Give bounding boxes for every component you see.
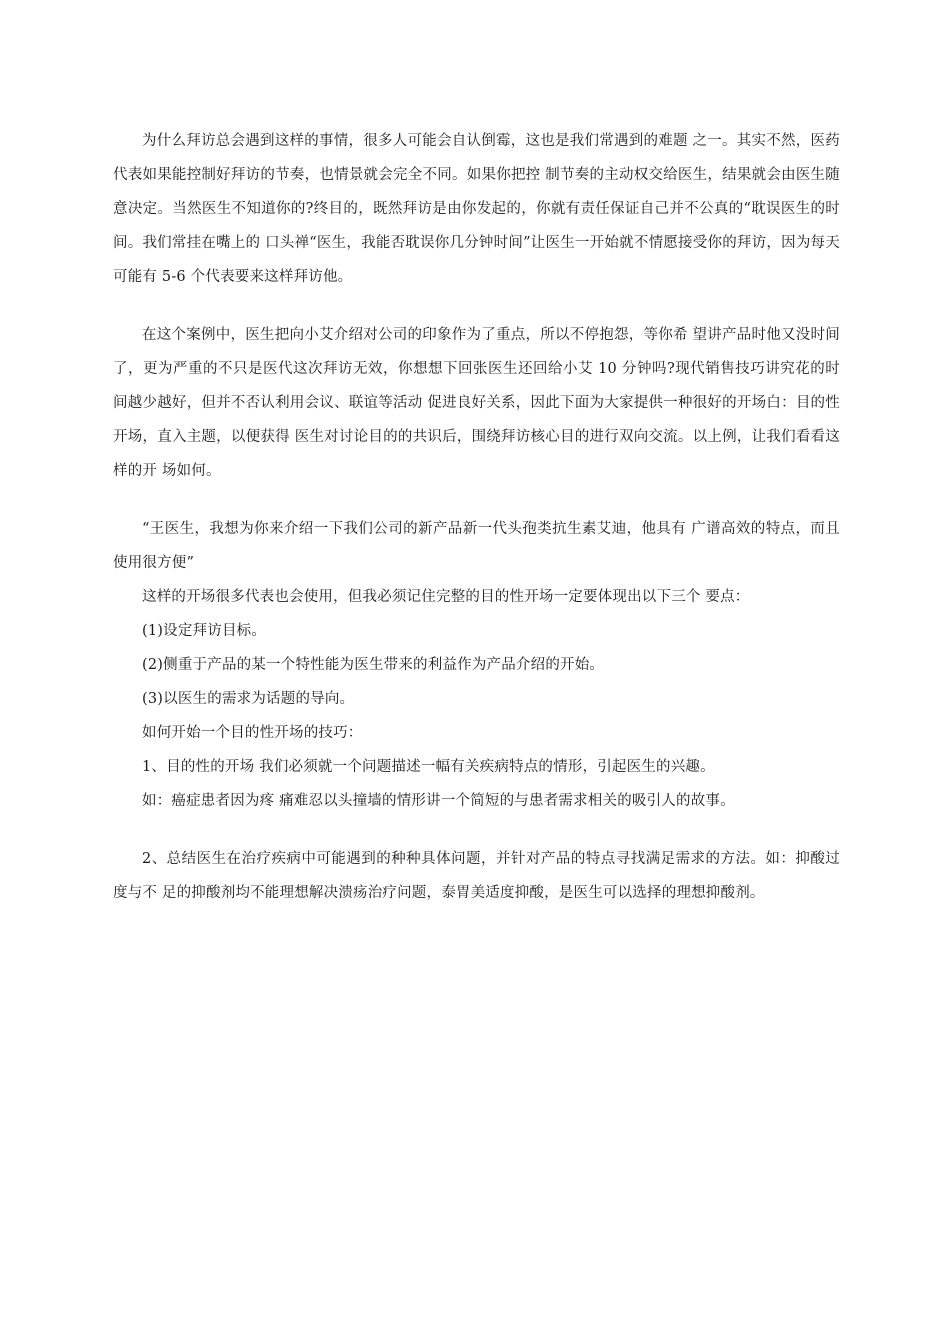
paragraph-example-1: 如：癌症患者因为疼 痛难忍以头撞墙的情形讲一个简短的与患者需求相关的吸引人的故事。	[142, 793, 735, 809]
paragraph-key-points-intro: 这样的开场很多代表也会使用，但我必须记住完整的目的性开场一定要体现出以下三个 要点：	[142, 589, 750, 605]
list-item-1: (1)设定拜访目标。	[142, 623, 267, 639]
paragraph-2: 在这个案例中，医生把向小艾介绍对公司的印象作为了重点，所以不停抱怨，等你希 望讲产品时他又没时间了，更为严重的不只是医代这次拜访无效，你想想下回张医生还回给小艾 10 分钟吗?现代销售技巧讲究花的时间越少越好，但并不否认利用会议、联谊等活动 促进良好关系，因此下面为大家提供一种很好的开场白：目的性开场，直入主题，以便获得 医生对讨论目的的共识后，围绕拜访核心目的进行双向交流。以上例，让我们看看这样的开 场如何。	[113, 327, 840, 479]
document-page	[113, 124, 840, 910]
paragraph-technique-1: 1、目的性的开场 我们必须就一个问题描述一幅有关疾病特点的情形，引起医生的兴趣。	[142, 759, 715, 775]
list-item-2: (2)侧重于产品的某一个特性能为医生带来的利益作为产品介绍的开始。	[142, 657, 605, 673]
list-item-3: (3)以医生的需求为话题的导向。	[142, 691, 355, 707]
paragraph-technique-heading: 如何开始一个目的性开场的技巧：	[142, 725, 363, 741]
paragraph-technique-2: 2、总结医生在治疗疾病中可能遇到的种种具体问题，并针对产品的特点寻找满足需求的方法。如：抑酸过度与不 足的抑酸剂均不能理想解决溃疡治疗问题，泰胃美适度抑酸，是医生可以选择的理想抑酸剂。	[113, 851, 840, 901]
paragraph-quote: “王医生，我想为你来介绍一下我们公司的新产品新一代头孢类抗生素艾迪，他具有 广谱高效的特点，而且使用很方便”	[113, 521, 840, 571]
paragraph-1: 为什么拜访总会遇到这样的事情，很多人可能会自认倒霉，这也是我们常遇到的难题 之一。其实不然，医药代表如果能控制好拜访的节奏，也情景就会完全不同。如果你把控 制节奏的主动权交给医生，结果就会由医生随意决定。当然医生不知道你的?终目的，既然拜访是由你发起的，你就有责任保证自己并不公真的“耽误医生的时间。我们常挂在嘴上的 口头禅“医生，我能否耽误你几分钟时间”让医生一开始就不情愿接受你的拜访，因为每天 可能有 5-6 个代表要来这样拜访他。	[113, 133, 840, 285]
